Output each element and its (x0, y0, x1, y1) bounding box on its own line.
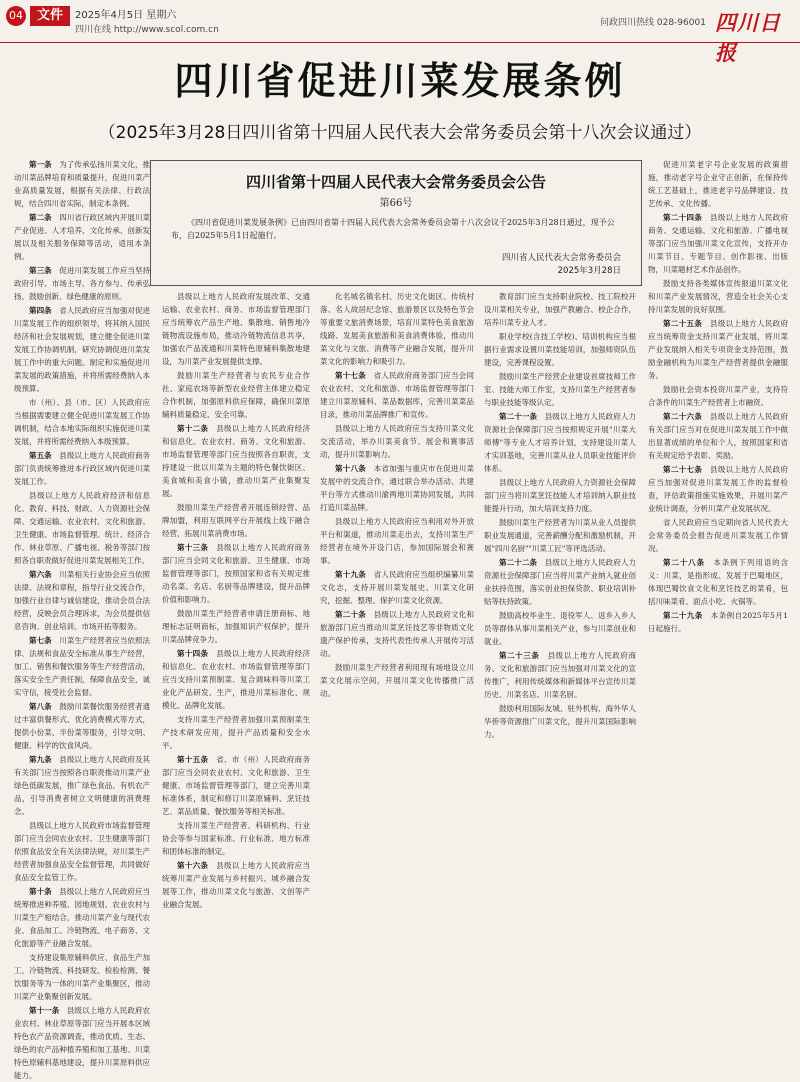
newspaper-logo: 四川日报 (715, 10, 781, 65)
article-paragraph (162, 607, 310, 646)
website-link[interactable]: 四川在线 http://www.scol.com.cn (75, 25, 219, 35)
article-paragraph-text: 省人民政府应当加强对促进川菜发展工作的组织领导，将其纳入国民经济和社会发展规划，建立健全促进川菜发展工作协调机制，研究协调促进川菜发展工作中的重大问题。制定和实施促进川菜发展的政策措施，并将所需经费纳入本级预算。 (14, 306, 151, 393)
article-paragraph-text: 鼓励川菜生产经营者申请注册商标、地理标志证明商标，加强知识产权保护，提升川菜品牌竞争力。 (162, 609, 310, 644)
article-number-label: 第九条 (29, 755, 60, 764)
article-paragraph (484, 290, 636, 329)
article-paragraph-text: 县级以上地方人民政府文化和旅游部门应当推动川菜烹饪技艺等非物质文化遗产保护传承，支持代表性传承人开展传习活动。 (320, 610, 475, 658)
article-number-label: 第七条 (29, 636, 60, 645)
article-paragraph-text: 县级以上地方人民政府应当统筹资金支持川菜产业发展，将川菜产业发展纳入相关专项资金支持范围，鼓励金融机构为川菜生产经营者提供金融服务。 (648, 319, 788, 380)
article-paragraph (162, 422, 310, 500)
article-paragraph (14, 700, 150, 752)
article-paragraph-text: 四川省行政区域内开展川菜产业促进、人才培养、文化传承、创新发展以及相关服务保障等活动，适用本条例。 (14, 213, 151, 261)
article-number-label: 第一条 (29, 160, 60, 169)
article-paragraph-text: 促进川菜发展工作应当坚持政府引导、市场主导、各方参与、传承弘扬、鼓励创新、绿色健康的原则。 (14, 266, 151, 301)
article-paragraph-text: 川菜生产经营者应当依照法律、法规和食品安全标准从事生产经营，加工、销售和餐饮服务等生产经营活动，落实安全生产责任制，保障食品安全，诚实守信，接受社会监督。 (14, 636, 151, 697)
article-paragraph-text: 本省加强与重庆市在促进川菜发展中的交流合作，通过联合举办活动、共建平台等方式推动川渝两地川菜协同发展，共同打造川菜品牌。 (320, 464, 475, 512)
article-paragraph (648, 317, 788, 382)
article-number-label: 第二十二条 (499, 558, 545, 567)
article-subtitle: （2025年3月28日四川省第十四届人民代表大会常务委员会第十八次会议通过） (98, 123, 702, 143)
article-number-label: 第十六条 (177, 861, 217, 870)
announcement-number: 第66号 (379, 198, 413, 209)
article-paragraph (14, 951, 150, 1003)
issue-date: 2025年4月5日 星期六 (75, 10, 177, 21)
article-paragraph (162, 753, 310, 818)
announcement-body: 《四川省促进川菜发展条例》已由四川省第十四届人民代表大会常务委员会第十八次会议于2025年3月28日通过，现予公布，自2025年5月1日起施行。 (171, 218, 615, 240)
article-paragraph-text: 促进川菜老字号企业发展的政策措施，推动老字号企业守正创新，在保持传统工艺基础上，推进老字号品牌建设、技艺传承、文化传播。 (648, 160, 788, 208)
article-number-label: 第二十八条 (663, 558, 714, 567)
article-number-label: 第十三条 (177, 543, 217, 552)
article-paragraph (484, 702, 636, 741)
article-paragraph (648, 158, 788, 210)
article-paragraph-text: 省人民政府应当组织编纂川菜文化志，支持开展川菜发展史、川菜文化研究，挖掘、整理、保护川菜文化资源。 (320, 570, 475, 605)
article-paragraph (162, 859, 310, 911)
article-paragraph (320, 422, 474, 461)
article-paragraph (14, 568, 150, 633)
article-paragraph (14, 489, 150, 567)
article-paragraph-text: 县级以上地方人民政府应当统筹推进种养殖、园地规划、农业农村与川菜生产相结合，推动川菜产业与现代农业、食品加工、冷链物流、电子商务、文化旅游等产业融合发展。 (14, 887, 151, 948)
article-paragraph-text: 鼓励川菜生产经营者与农民专业合作社、家庭农场等新型农业经营主体建立稳定合作机制，加强原料供应保障，确保川菜原辅料质量稳定、安全可靠。 (162, 371, 310, 419)
article-paragraph-text: 鼓励川菜生产经营者为川菜从业人员提供职业发展通道，完善薪酬分配和激励机制，开展"四川名厨""川菜工匠"等评选活动。 (484, 518, 636, 553)
article-paragraph (320, 515, 474, 567)
article-number-label: 第八条 (29, 702, 60, 711)
article-paragraph (648, 463, 788, 515)
article-paragraph (648, 609, 788, 635)
article-paragraph (162, 713, 310, 752)
article-paragraph-text: 鼓励川菜生产经营者开展连锁经营、品牌加盟，利用互联网平台开展线上线下融合经营，拓展川菜消费市场。 (162, 503, 310, 538)
article-paragraph-text: 支持建设集原辅料供应、食品生产加工、冷链物流、科技研发、检验检测、餐饮服务等为一体的川菜产业集聚区，推动川菜产业集聚创新发展。 (14, 953, 150, 1001)
article-paragraph-text: 县级以上地方人民政府农业农村、林业草原等部门应当开展本区域特色农产品资源调查，推动优质、生态、绿色的农产品种植养殖和加工基地、川菜特色原辅料基地建设，提升川菜原料供应能力。 (14, 1006, 151, 1080)
article-paragraph-text: 县级以上地方人民政府发展改革、交通运输、农业农村、商务、市场监督管理部门应当统筹农产品生产地、集散地、销售地冷链物流设施布局，推动冷链物流信息共享，加强农产品流通和川菜特色原辅料集散地建设，为川菜产业发展提供支撑。 (162, 292, 310, 366)
article-number-label: 第六条 (29, 570, 60, 579)
article-paragraph-text: 县级以上地方人民政府应当利用对外开放平台和渠道，推动川菜走出去，支持川菜生产经营者在境外开设门店，参加国际展会和赛事。 (320, 517, 474, 565)
article-paragraph-text: 化名城名镇名村、历史文化街区、传统村落、名人故居纪念馆、旅游景区以及特色节会等重要文旅消费场景，培育川菜特色美食旅游线路、发展美食旅游和美食消费体验，推动川菜文化与文旅、消费等产业融合发展，提升川菜文化的影响力和吸引力。 (320, 292, 474, 366)
article-paragraph (320, 568, 474, 607)
article-paragraph (320, 369, 474, 421)
article-paragraph-text: 县级以上地方人民政府商务部门应当会同文化和旅游、卫生健康、市场监督管理等部门，按照国家和省有关规定推动名菜、名店、名厨等品牌建设，提升品牌价值和影响力。 (162, 543, 310, 604)
article-number-label: 第十八条 (335, 464, 374, 473)
article-number-label: 第四条 (29, 306, 60, 315)
column-5 (648, 158, 788, 996)
article-paragraph-text: 省、市（州）人民政府商务部门应当会同农业农村、文化和旅游、卫生健康、市场监督管理等部门，建立完善川菜标准体系，制定和修订川菜原辅料、烹饪技艺、菜品质量、餐饮服务等相关标准。 (162, 755, 310, 816)
article-paragraph-text: 县级以上地方人民政府经济和信息化、农业农村、商务、文化和旅游、市场监督管理等部门应当按照各自职责，支持建设一批以川菜为主题的特色餐饮街区、美食城和美食小镇，推动川菜产业集聚发展。 (162, 424, 310, 498)
article-paragraph-text: 县级以上地方人民政府商务、交通运输、文化和旅游、广播电视等部门应当加强川菜文化宣传，支持开办川菜节目、专题节目、创作影视、出版物，川菜题材艺术作品创作。 (648, 213, 788, 274)
article-paragraph-text: 县级以上地方人民政府应当支持川菜文化交流活动，举办川菜美食节、展会和赛事活动，提升川菜影响力。 (320, 424, 474, 459)
article-paragraph-text: 鼓励利用国际友城、驻外机构、海外华人华侨等资源推广川菜文化，提升川菜国际影响力。 (484, 704, 636, 739)
article-paragraph-text: 本条例下列用语的含义：川菜，是指形成、发展于巴蜀地区，体现巴蜀饮食文化和烹饪技艺的菜肴，包括川味菜肴、面点小吃、火锅等。 (648, 558, 789, 606)
article-paragraph-text: 县级以上地方人民政府应当统筹川菜产业发展与乡村振兴、城乡融合发展等工作，推动川菜文化与旅游、文创等产业融合发展。 (162, 861, 310, 909)
article-paragraph (162, 290, 310, 368)
article-number-label: 第十二条 (177, 424, 217, 433)
article-number-label: 第十七条 (335, 371, 374, 380)
article-paragraph-text: 鼓励川菜生产经营企业建设首席技师工作室、技能大师工作室，支持川菜生产经营者参与职业技能等级认定。 (484, 372, 636, 407)
article-paragraph (320, 661, 474, 700)
article-number-label: 第二十五条 (663, 319, 710, 328)
article-paragraph-text: 省人民政府商务部门应当会同农业农村、文化和旅游、市场监督管理等部门建立川菜原辅料、菜品数据库，完善川菜菜品目录，推动川菜品牌推广和宣传。 (320, 371, 475, 419)
article-paragraph-text: 县级以上地方人民政府应当加强对促进川菜发展工作的监督检查，评估政策措施实施效果，开展川菜产业统计调查，分析川菜产业发展状况。 (648, 465, 788, 513)
article-paragraph (162, 501, 310, 540)
article-paragraph (14, 819, 150, 884)
hotline-text: 问政四川热线 028-96001 (600, 18, 706, 28)
article-paragraph (320, 290, 474, 368)
article-paragraph (484, 609, 636, 648)
article-paragraph (14, 885, 150, 950)
article-paragraph (648, 277, 788, 316)
article-paragraph (162, 541, 310, 606)
column-3 (320, 290, 474, 996)
column-4 (484, 290, 636, 996)
article-number-label: 第二十四条 (663, 213, 710, 222)
article-number-label: 第二条 (29, 213, 60, 222)
article-paragraph-text: 县级以上地方人民政府经济和信息化、农业农村、市场监督管理等部门应当支持川菜预制菜、复合调味料等川菜工业化产品研发、生产，推进川菜标准化、规模化、品牌化发展。 (162, 649, 310, 710)
article-paragraph (162, 369, 310, 421)
article-paragraph-text: 县级以上地方人民政府商务、文化和旅游部门应当加强对川菜文化的宣传推广，利用传统媒体和新媒体平台宣传川菜历史、川菜名店、川菜名厨。 (484, 651, 636, 699)
article-number-label: 第十条 (29, 887, 60, 896)
column-2 (162, 290, 310, 996)
article-number-label: 第五条 (29, 451, 60, 460)
article-paragraph (320, 608, 474, 660)
article-paragraph (14, 264, 150, 303)
article-paragraph-text: 县级以上地方人民政府人力资源社会保障部门应当按照规定开展"川菜大师傅"等专业人才培养计划，支持建设川菜人才实训基地，完善川菜从业人员职业技能评价体系。 (484, 412, 637, 473)
article-paragraph-text: 本条例自2025年5月1日起施行。 (648, 611, 788, 633)
article-paragraph-text: 支持川菜生产经营者加强川菜预制菜生产技术研发应用，提升产品质量和安全水平。 (162, 715, 310, 750)
article-paragraph (14, 211, 150, 263)
article-paragraph-text: 县级以上地方人民政府及其有关部门应当按照各自职责推动川菜产业绿色低碳发展，推广绿色食品、有机农产品，引导消费者树立文明健康的消费理念。 (14, 755, 151, 816)
article-number-label: 第二十条 (335, 610, 374, 619)
article-paragraph-text: 县级以上地方人民政府人力资源社会保障部门应当将川菜产业纳入就业创业扶持范围，落实创业担保贷款、职业培训补贴等扶持政策。 (484, 558, 637, 606)
article-paragraph (14, 449, 150, 488)
article-paragraph-text: 省人民政府应当定期向省人民代表大会常务委员会报告促进川菜发展工作情况。 (648, 518, 788, 553)
article-paragraph-text: 县级以上地方人民政府人力资源社会保障部门应当将川菜烹饪技能人才培训纳入职业技能提升行动，加大培训支持力度。 (484, 478, 636, 513)
page-number-badge: 04 (6, 6, 26, 26)
article-paragraph-text: 支持川菜生产经营者、科研机构、行业协会等参与国家标准、行业标准、地方标准和团体标准的制定。 (162, 821, 310, 856)
article-paragraph (484, 649, 636, 701)
article-paragraph (14, 396, 150, 448)
article-paragraph (14, 634, 150, 699)
announcement-title: 四川省第十四届人民代表大会常务委员会公告 (245, 173, 546, 191)
article-number-label: 第二十七条 (663, 465, 710, 474)
article-paragraph (14, 753, 150, 818)
article-number-label: 第十五条 (177, 755, 217, 764)
article-paragraph-text: 鼓励高校毕业生、退役军人、返乡入乡人员等群体从事川菜相关产业，参与川菜创业和就业。 (484, 611, 636, 646)
article-title: 四川省促进川菜发展条例 (174, 59, 626, 103)
article-paragraph-text: 县级以上地方人民政府市场监督管理部门应当会同农业农村、卫生健康等部门依照食品安全有关法律法规，对川菜生产经营者加强食品安全监督管理，共同做好食品安全监管工作。 (14, 821, 150, 882)
article-paragraph-text: 县级以上地方人民政府经济和信息化、教育、科技、财政、人力资源社会保障、交通运输、农业农村、文化和旅游、卫生健康、市场监督管理、统计、经济合作、林业草原、广播电视、税务等部门按照各自职责做好促进川菜发展相关工作。 (14, 491, 150, 565)
article-paragraph (484, 370, 636, 409)
article-paragraph-text: 鼓励川菜生产经营者利用现有场地设立川菜文化展示空间，开展川菜文化传播推广活动。 (320, 663, 474, 698)
article-paragraph (484, 330, 636, 369)
masthead (0, 0, 800, 65)
article-paragraph-text: 职业学校(含技工学校)、培训机构应当根据行业需求设置川菜技能培训，加强师资队伍建设，完善课程设置。 (484, 332, 636, 367)
article-paragraph-text: 鼓励川菜餐饮服务经营者通过丰富供餐形式、优化消费模式等方式，提供小份菜、半份菜等服务，引导文明、健康、科学的饮食风尚。 (14, 702, 151, 750)
article-paragraph (14, 158, 150, 210)
article-number-label: 第三条 (29, 266, 60, 275)
article-paragraph-text: 县级以上地方人民政府有关部门应当对在促进川菜发展工作中做出显著成绩的单位和个人，按照国家和省有关规定给予表彰、奖励。 (648, 412, 788, 460)
article-paragraph (484, 476, 636, 515)
article-paragraph-text: 教育部门应当支持职业院校、技工院校开设川菜相关专业，加强产教融合、校企合作，培养川菜专业人才。 (484, 292, 636, 327)
article-paragraph (484, 556, 636, 608)
article-paragraph (162, 647, 310, 712)
article-number-label: 第二十三条 (499, 651, 548, 660)
article-number-label: 第二十九条 (663, 611, 711, 620)
article-paragraph-text: 鼓励支持各类媒体宣传报道川菜文化和川菜产业发展情况，营造全社会关心支持川菜发展的良好氛围。 (648, 279, 788, 314)
article-number-label: 第二十六条 (663, 412, 710, 421)
article-paragraph (648, 383, 788, 409)
announcement-date: 2025年3月28日 (557, 266, 621, 276)
article-paragraph-text: 鼓励社会资本投资川菜产业，支持符合条件的川菜生产经营者上市融资。 (648, 385, 788, 407)
article-paragraph (484, 410, 636, 475)
article-paragraph (14, 304, 150, 395)
article-paragraph-text: 市（州）、县（市、区）人民政府应当根据需要建立健全促进川菜发展工作协调机制，结合本地实际组织实施促进川菜发展，并将所需经费纳入本级预算。 (14, 398, 150, 446)
article-number-label: 第十四条 (177, 649, 217, 658)
announcement-issuer: 四川省人民代表大会常务委员会 (501, 253, 621, 263)
article-paragraph (648, 211, 788, 276)
section-label: 文件 (30, 6, 70, 26)
article-paragraph (320, 462, 474, 514)
article-number-label: 第十九条 (335, 570, 374, 579)
announcement-signature (502, 252, 621, 278)
article-paragraph (162, 819, 310, 858)
article-paragraph-text: 县级以上地方人民政府商务部门负责统筹推进本行政区域内促进川菜发展工作。 (14, 451, 151, 486)
article-paragraph (14, 1004, 150, 1082)
article-number-label: 第二十一条 (499, 412, 545, 421)
article-number-label: 第十一条 (29, 1006, 67, 1015)
article-paragraph (648, 516, 788, 555)
announcement-box (150, 160, 642, 286)
article-paragraph-text: 川菜相关行业协会应当依照法律、法规和章程，指导行业交流合作，加强行业自律与诚信建设，推动会员合法经营，反映会员合理诉求，为会员提供信息咨询、创业培训、市场开拓等服务。 (14, 570, 151, 631)
article-paragraph (648, 556, 788, 608)
article-paragraph-text: 为了传承弘扬川菜文化，推动川菜品牌培育和质量提升，促进川菜产业高质量发展，根据有关法律、行政法规，结合四川省实际，制定本条例。 (14, 160, 151, 208)
article-paragraph (648, 410, 788, 462)
column-1 (14, 158, 151, 1080)
article-paragraph (484, 516, 636, 555)
